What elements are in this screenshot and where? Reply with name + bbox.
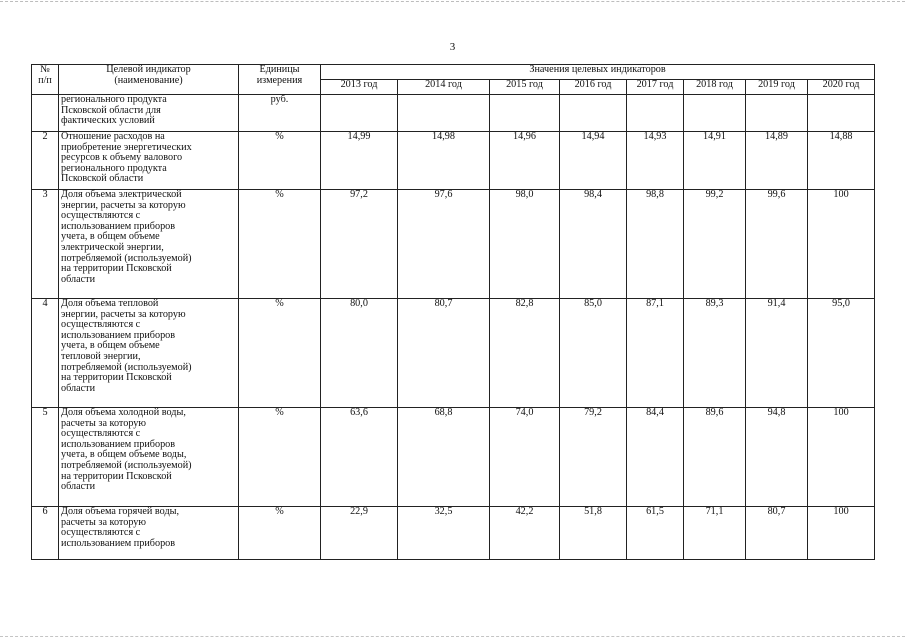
value-cell: 42,2 [490, 507, 560, 560]
value-cell: 79,2 [560, 408, 627, 507]
value-cell: 22,9 [321, 507, 398, 560]
header-unit: Единицы измерения [239, 65, 321, 95]
value-cell [746, 95, 808, 132]
value-cell: 100 [808, 190, 875, 299]
value-cell: 91,4 [746, 299, 808, 408]
value-cell [398, 95, 490, 132]
value-cell: 14,88 [808, 132, 875, 190]
value-cell: 99,2 [684, 190, 746, 299]
row-number: 2 [32, 132, 59, 190]
unit-cell: % [239, 299, 321, 408]
value-cell [560, 95, 627, 132]
value-cell: 100 [808, 408, 875, 507]
value-cell: 80,7 [398, 299, 490, 408]
row-number: 6 [32, 507, 59, 560]
table-row [32, 132, 875, 190]
value-cell: 89,6 [684, 408, 746, 507]
indicator-name: Отношение расходов на приобретение энергетических ресурсов к объему валового регионального продукта Псковской области [59, 132, 239, 190]
header-number: № п/п [32, 65, 59, 95]
header-year: 2015 год [490, 80, 560, 95]
value-cell: 80,0 [321, 299, 398, 408]
header-year: 2016 год [560, 80, 627, 95]
scan-edge-top [0, 1, 905, 2]
table-row [32, 408, 875, 507]
value-cell: 85,0 [560, 299, 627, 408]
header-year: 2017 год [627, 80, 684, 95]
indicator-name: Доля объема тепловой энергии, расчеты за которую осуществляются с использованием приборов учета, в общем объеме тепловой энергии, потребляемой (используемой) на территории Псковской области [59, 299, 239, 408]
value-cell: 14,91 [684, 132, 746, 190]
table-row [32, 95, 875, 132]
value-cell: 87,1 [627, 299, 684, 408]
scan-edge-bottom [0, 636, 905, 637]
value-cell: 89,3 [684, 299, 746, 408]
table-row [32, 507, 875, 560]
row-number: 3 [32, 190, 59, 299]
value-cell [808, 95, 875, 132]
unit-cell: % [239, 507, 321, 560]
table-row [32, 190, 875, 299]
unit-cell: руб. [239, 95, 321, 132]
value-cell: 100 [808, 507, 875, 560]
value-cell: 51,8 [560, 507, 627, 560]
value-cell: 74,0 [490, 408, 560, 507]
value-cell: 97,2 [321, 190, 398, 299]
value-cell: 94,8 [746, 408, 808, 507]
value-cell: 99,6 [746, 190, 808, 299]
value-cell [684, 95, 746, 132]
value-cell: 95,0 [808, 299, 875, 408]
page-number: 3 [449, 41, 456, 53]
value-cell: 14,99 [321, 132, 398, 190]
value-cell: 14,98 [398, 132, 490, 190]
header-year: 2019 год [746, 80, 808, 95]
header-indicator: Целевой индикатор (наименование) [59, 65, 239, 95]
value-cell: 68,8 [398, 408, 490, 507]
header-values-group: Значения целевых индикаторов [321, 65, 875, 80]
value-cell: 63,6 [321, 408, 398, 507]
row-number: 5 [32, 408, 59, 507]
header-year: 2014 год [398, 80, 490, 95]
indicator-name: Доля объема электрической энергии, расчеты за которую осуществляются с использованием приборов учета, в общем объеме электрической энергии, потребляемой (используемой) на территории Псковской области [59, 190, 239, 299]
row-number [32, 95, 59, 132]
value-cell: 71,1 [684, 507, 746, 560]
value-cell: 98,8 [627, 190, 684, 299]
target-indicators-table [31, 64, 875, 560]
unit-cell: % [239, 132, 321, 190]
unit-cell: % [239, 408, 321, 507]
header-year: 2018 год [684, 80, 746, 95]
value-cell: 61,5 [627, 507, 684, 560]
indicator-name: регионального продукта Псковской области для фактических условий [59, 95, 239, 132]
value-cell: 97,6 [398, 190, 490, 299]
row-number: 4 [32, 299, 59, 408]
value-cell: 14,93 [627, 132, 684, 190]
unit-cell: % [239, 190, 321, 299]
value-cell: 32,5 [398, 507, 490, 560]
value-cell: 84,4 [627, 408, 684, 507]
value-cell: 14,89 [746, 132, 808, 190]
table-row [32, 299, 875, 408]
value-cell: 98,0 [490, 190, 560, 299]
header-year: 2020 год [808, 80, 875, 95]
value-cell [321, 95, 398, 132]
indicator-name: Доля объема горячей воды, расчеты за которую осуществляются с использованием приборов [59, 507, 239, 560]
value-cell: 82,8 [490, 299, 560, 408]
value-cell: 98,4 [560, 190, 627, 299]
value-cell: 14,96 [490, 132, 560, 190]
indicator-name: Доля объема холодной воды, расчеты за которую осуществляются с использованием приборов учета, в общем объеме воды, потребляемой (используемой) на территории Псковской области [59, 408, 239, 507]
value-cell [490, 95, 560, 132]
header-year: 2013 год [321, 80, 398, 95]
value-cell [627, 95, 684, 132]
value-cell: 80,7 [746, 507, 808, 560]
value-cell: 14,94 [560, 132, 627, 190]
